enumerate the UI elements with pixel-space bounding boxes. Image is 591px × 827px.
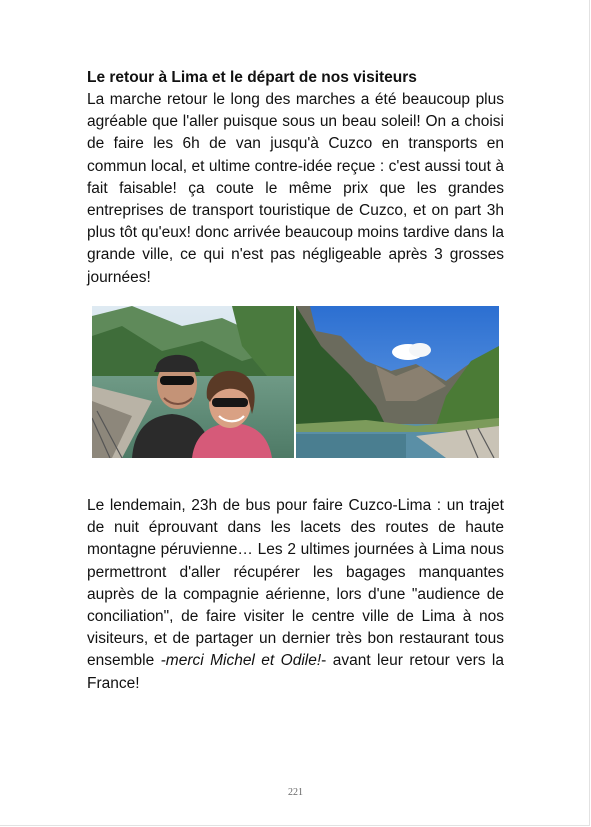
paragraph-last-days xyxy=(87,495,504,695)
thanks-michel-odile: -merci Michel et Odile! xyxy=(160,652,322,670)
paragraph-return-walk: La marche retour le long des marches a été beaucoup plus agréable que l'aller puisque sous un beau soleil! On a choisi de faire les 6h de van jusqu'à Cuzco en transports en commun local, et ultime contre-idée reçue : c'est aussi tout à fait faisable! ça coute le même prix que les grandes entreprises de transport touristique de Cuzco, et on part 3h plus tôt qu'eux! donc arrivée beaucoup moins tardive dans la grande ville, ce qui n'est pas négligeable après 3 grosses journées! xyxy=(87,91,504,286)
page-number: 221 xyxy=(288,787,303,798)
photo-couple-selfie xyxy=(92,306,294,458)
photo-row xyxy=(92,306,499,458)
selfie-image xyxy=(92,306,294,458)
section-title: Le retour à Lima et le départ de nos visiteurs xyxy=(87,69,417,86)
photo-mountain-river xyxy=(296,306,499,458)
mountain-river-image xyxy=(296,306,499,458)
paragraph-last-days-text: Le lendemain, 23h de bus pour faire Cuzco-Lima : un trajet de nuit éprouvant dans les lacets des routes de haute montagne péruvienne… Les 2 ultimes journées à Lima nous permettront d'aller récupérer les bagages manquantes auprès de la compagnie aérienne, lors d'une "audience de conciliation", de faire visiter le centre ville de Lima à nos visiteurs, et de partager un dernier très bon restaurant tous ensemble xyxy=(87,497,504,670)
paragraph-last-days-end: - avant leur retour vers la France! xyxy=(87,652,504,692)
